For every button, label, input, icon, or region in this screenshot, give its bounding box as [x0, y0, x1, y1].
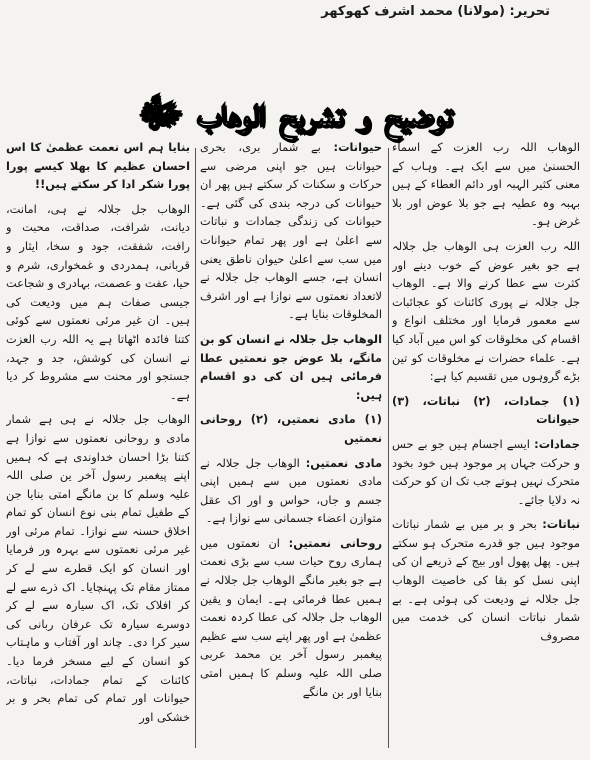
section-heading: روحانی نعمتیں: [288, 535, 382, 550]
section-heading: نباتات: [542, 517, 580, 532]
paragraph [200, 454, 382, 528]
column-divider [388, 148, 389, 748]
section-text: الوھاب جل جلالہ نے مادی نعمتوں میں سے ہمیں اپنی جسم و جاں، حواس و اور اک عقل متوازن اعضاء جسمانی سے نوازا ہے۔ [200, 455, 382, 526]
section-text: بے شمار بری، بحری حیوانات ہیں جو اپنی مرضی سے حرکات و سکنات کر سکتے ہیں پھر ان حیوانات کی درجہ بندی کی گئی ہے۔ حیوانات کی زندگی جمادات و نباتات سے اعلیٰ ہے اور پھر تمام حیوانات میں سب سے اعلیٰ حیوان ناطق یعنی انسان ہے، جسے الوھاب جل جلالہ نے لاتعداد نعمتوں سے نوازا ہے اور اشرف المخلوقات بنایا ہے۔ [200, 140, 382, 322]
blessings-list [200, 410, 382, 447]
article-title: توضیح و تشریح الوھاب ﷻ [137, 89, 452, 136]
list-item: (۱) جمادات، (۲) نباتات، (۳) حیوانات [392, 393, 580, 427]
section-heading: مادی نعمتیں: [305, 455, 382, 470]
paragraph: اللہ رب العزت ہی الوھاب جل جلالہ ہے جو بغیر عوض کے خوب دینے اور کثرت سے عطا کرنے والا ہے۔ الوھاب جل جلالہ نے پوری کائنات کو عجائبات سے معمور فرمایا اور مختلف انواع و اقسام کی مخلوقات کو اس میں آباد کیا ہے۔ علماء حضرات نے مخلوقات کو تین بڑے گروہوں میں تقسیم کیا ہے: [392, 238, 580, 384]
category-list [392, 392, 580, 429]
column-middle [200, 138, 382, 758]
section-text: ان نعمتوں میں ہماری روح حیات سب سے بڑی نعمت ہے جو بغیر مانگے الوھاب جل جلالہ نے ہمیں عطا فرمائی ہے۔ ایمان و یقین الوھاب جل جلالہ کی عطا کردہ نعمت عظمیٰ ہے اور پھر اپنے سب سے عظیم پیغمبر رسول آخر ین محمد عربی صلی اللہ علیہ وسلم کا ہمیں امتی بنایا اور بن مانگے [200, 535, 382, 699]
section-text: بحر و بر میں بے شمار نباتات موجود ہیں جو قدرے متحرک ہو سکتے ہیں۔ پھل پھول اور بیج کے ذریعے ان کی اپنی نسل کو بقا کی خاصیت الوھاب جل جلالہ نے ودیعت کی ہوئی ہے۔ بے شمار نباتات انسان کی خدمت میں مصروف [392, 517, 580, 643]
paragraph: الوھاب جل جلالہ نے ہی، امانت، دیانت، شرافت، صداقت، محبت و رافت، شفقت، جود و سخا، ایثار و قربانی، ہمدردی و غمخواری، شرم و حیا، عفت و عصمت، بہادری و شجاعت جیسی صفات ہم میں ودیعت کی ہیں۔ ان غیر مرئی نعمتوں سے کوئی کتنا فائدہ اٹھاتا ہے یہ اللہ رب العزت نے انسان کی کوشش، جد و جہد، جستجو اور محنت سے مشروط کر دیا ہے۔ [6, 201, 190, 402]
section-text: ایسے اجسام ہیں جو بے حس و حرکت جہاں پر موجود ہیں خود بخود متحرک نہیں ہوتے جب تک ان کو حرکت نہ دلایا جائے۔ [392, 436, 580, 507]
section-heading: جمادات: [534, 436, 580, 451]
list-item: (۱) مادی نعمتیں، (۲) روحانی نعمتیں [200, 412, 382, 445]
paragraph [392, 435, 580, 509]
paragraph: الوھاب جل جلالہ نے ہی ہے شمار مادی و روحانی نعمتوں سے نوازا ہے کتنا بڑا احسان خداوندی ہے کہ ہمیں اپنے پیغمبر رسول آخر ین صلی اللہ علیہ وسلم کا بن مانگے امتی بنایا جن کے طفیل تمام بنی نوع انسان کو تمام اخلاق حسنہ سے نوازا۔ تمام مرئی اور غیر مرئی نعمتوں سے بہرہ ور فرمایا اور انسان کو ایک قطرے سے لے کر ممتاز مقام تک پہنچایا۔ اک ذرے سے لے کر افلاک تک، اک سیارہ سے لے کر دوسرے سیارہ تک عرفان ربانی کی سیر کرا دی۔ چاند اور آفتاب و ماہتاب کو انسان کے لیے مسخر فرما دیا۔ کائنات کے تمام جمادات، نباتات، حیوانات اور تمام کی تمام بحر و بر خشکی اور [6, 412, 190, 724]
paragraph [392, 515, 580, 645]
column-divider [195, 148, 196, 748]
paragraph [200, 534, 382, 701]
column-right [392, 138, 580, 758]
intro-paragraph: الوھاب اللہ رب العزت کے اسماء الحسنیٰ میں سے ایک ہے۔ وہاب کے معنی کثیر الہبہ اور دائم العطاء کے ہیں بہبہ وہ عطیہ ہے جو بلا عوض اور بلا غرض ہو۔ [392, 140, 580, 229]
paragraph: الوھاب جل جلالہ نے انسان کو بن مانگے، بلا عوض جو نعمتیں عطا فرمائی ہیں ان کی دو اقسام ہیں: [200, 331, 382, 402]
paragraph: بنایا ہم اس نعمت عظمیٰ کا اس احسان عظیم کا بھلا کیسے پورا پورا شکر ادا کر سکتے ہیں!! [6, 140, 190, 192]
column-left [6, 138, 190, 758]
author-byline: تحریر: (مولانا) محمد اشرف کھوکھر [321, 4, 550, 19]
paragraph [200, 138, 382, 324]
section-heading: حیوانات: [333, 140, 382, 154]
